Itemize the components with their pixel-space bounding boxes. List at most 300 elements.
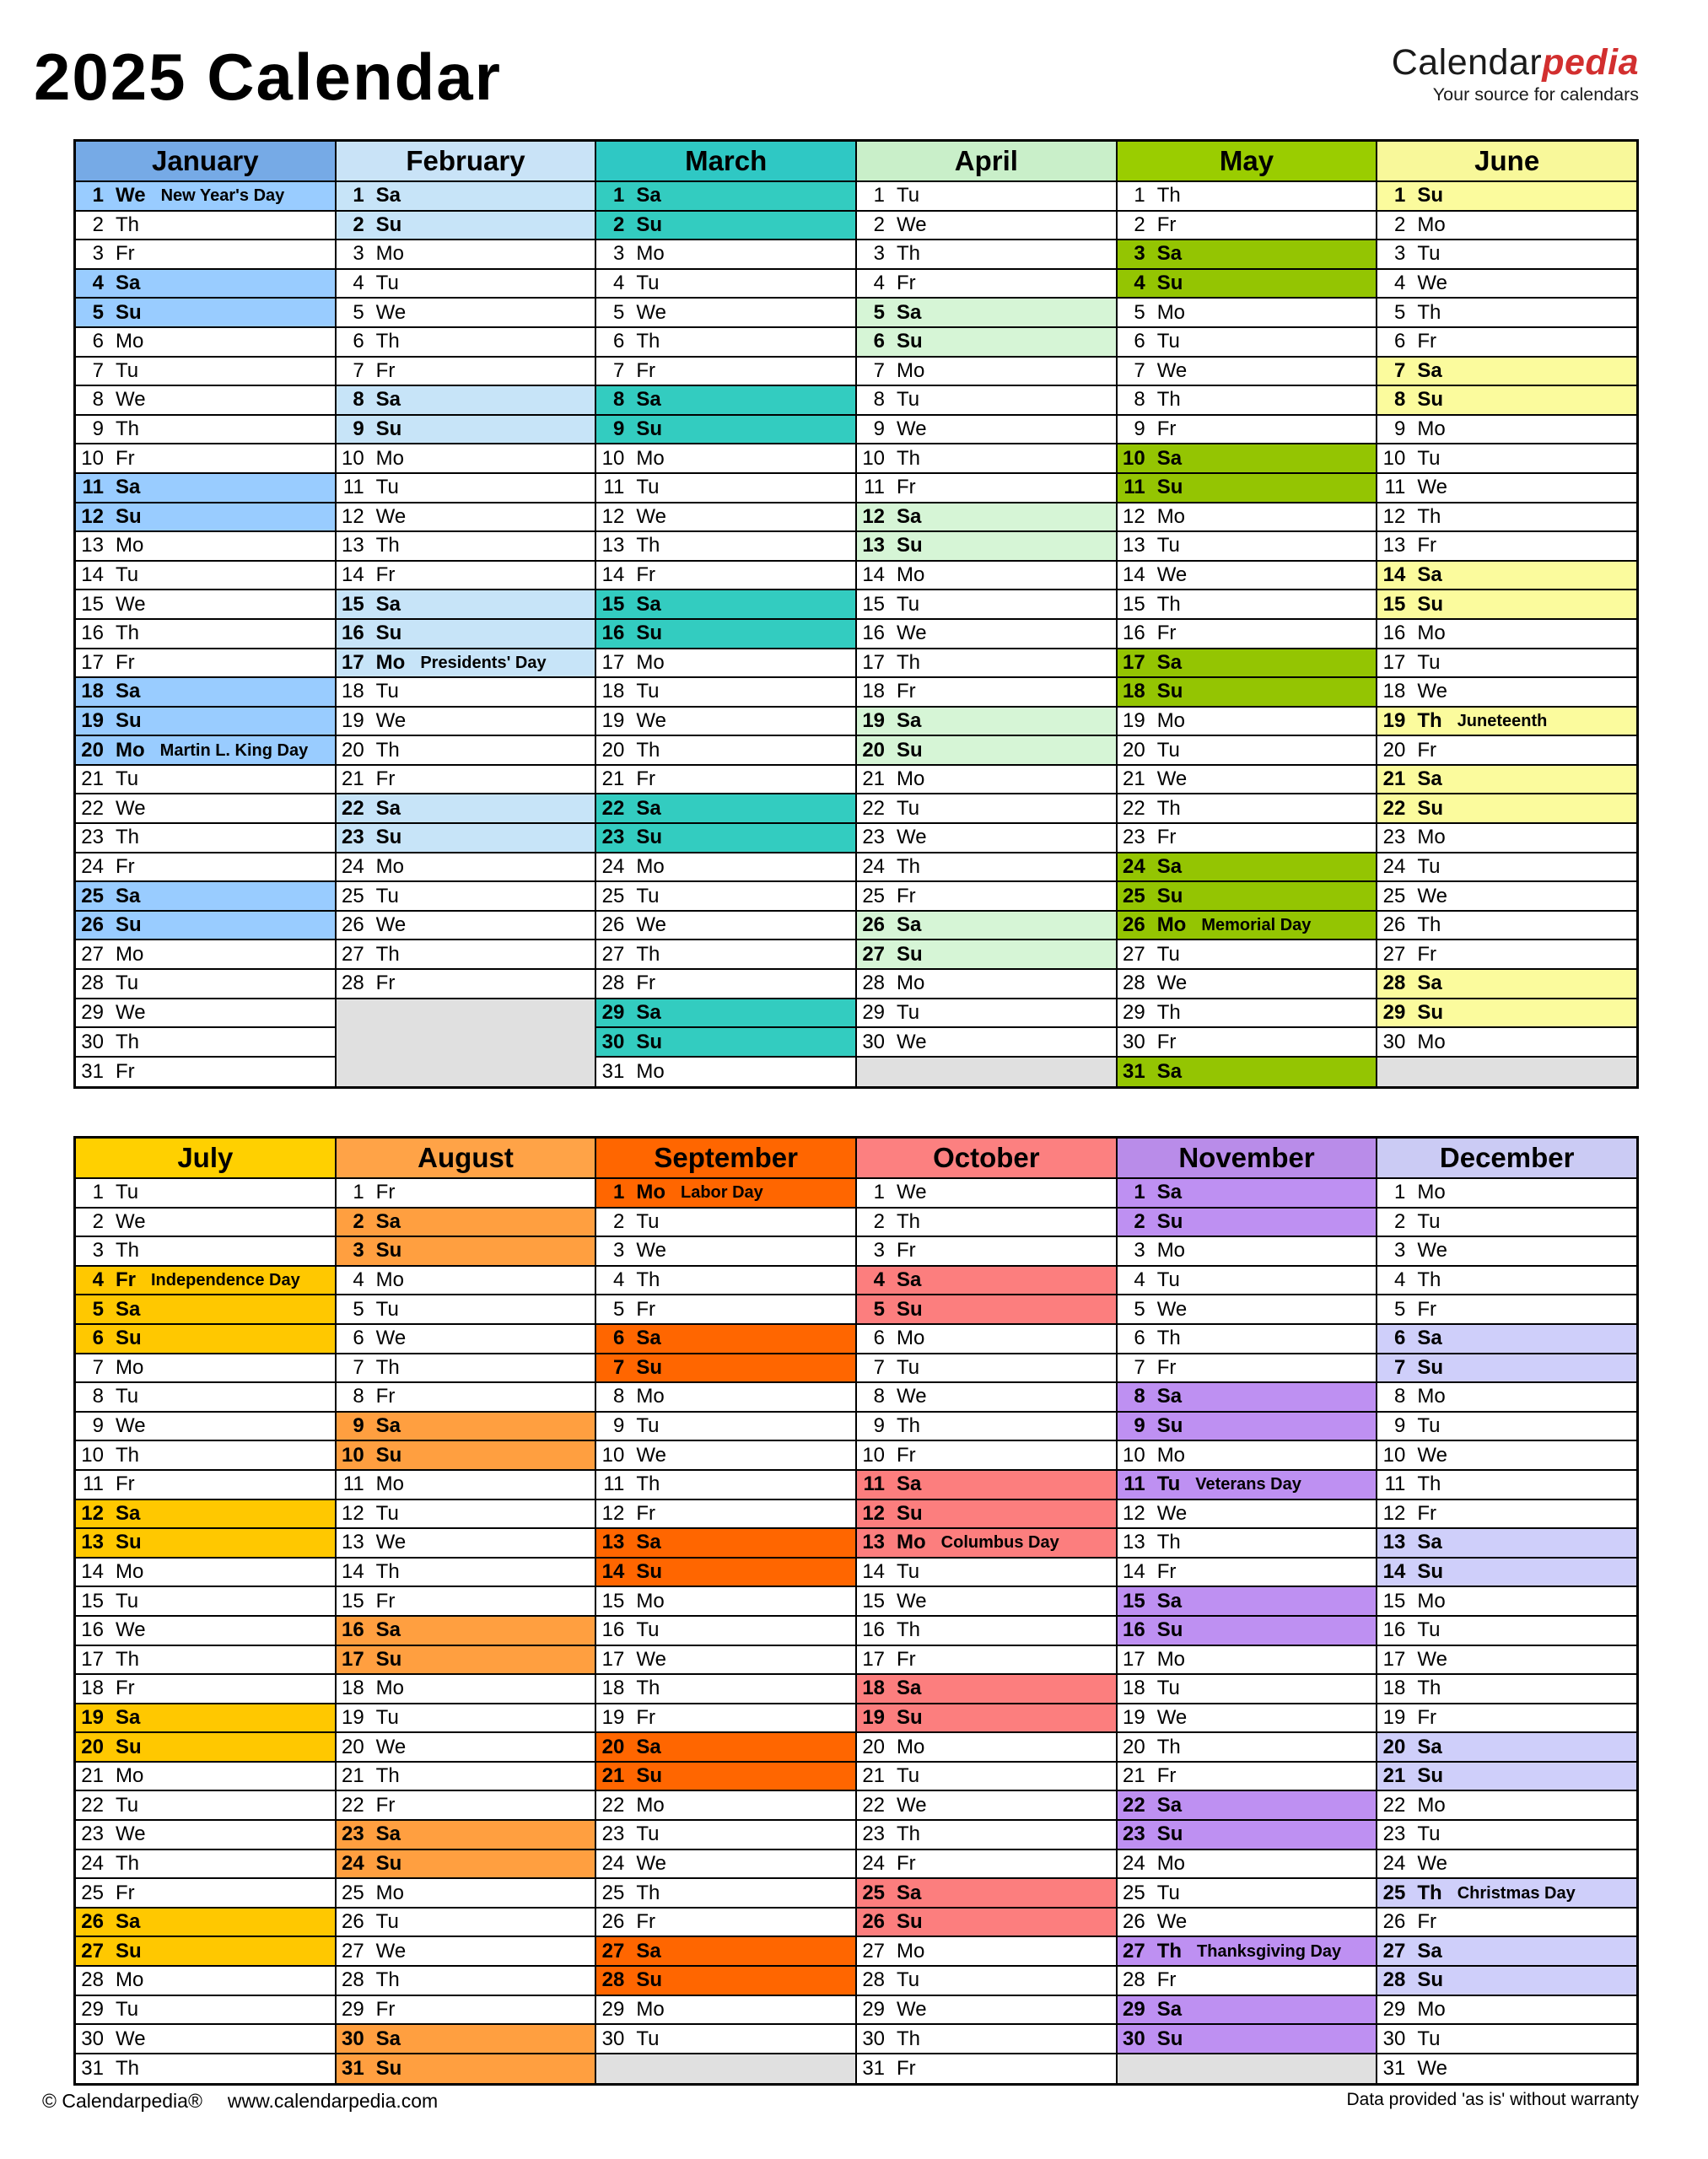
day-cell [337, 1704, 595, 1734]
day-number: 13 [341, 534, 364, 557]
day-number: 16 [1382, 1618, 1406, 1642]
day-weekday: Th [1156, 1327, 1181, 1350]
day-weekday: Su [636, 1355, 663, 1379]
day-number: 17 [862, 650, 886, 674]
day-weekday: Th [1417, 1473, 1441, 1496]
day-weekday: Fr [1156, 1355, 1177, 1379]
day-number: 19 [341, 1705, 364, 1729]
day-cell [1118, 1646, 1377, 1676]
day-weekday: Th [897, 1822, 921, 1846]
day-cell [1118, 1879, 1377, 1909]
day-weekday: Tu [1156, 534, 1180, 557]
day-weekday: Su [897, 1910, 923, 1934]
day-number: 19 [1122, 1705, 1145, 1729]
day-number: 8 [1394, 388, 1406, 412]
day-number: 22 [1122, 796, 1145, 820]
holiday-label: Memorial Day [1201, 916, 1312, 935]
day-weekday: Tu [1156, 1677, 1180, 1700]
day-number: 26 [862, 913, 886, 937]
day-cell [76, 2025, 335, 2054]
day-number: 23 [601, 826, 625, 849]
day-weekday: Sa [116, 476, 141, 499]
day-weekday: Sa [897, 300, 922, 324]
day-weekday: Th [636, 1677, 660, 1700]
day-weekday: Fr [897, 680, 916, 703]
day-number: 30 [1122, 1030, 1145, 1053]
day-cell [1118, 1325, 1377, 1354]
day-cell [1377, 299, 1636, 328]
day-cell [596, 1209, 855, 1238]
day-number: 29 [81, 1997, 104, 2021]
day-weekday: Fr [897, 1851, 916, 1875]
day-number: 27 [862, 942, 886, 966]
day-number: 30 [1382, 1030, 1406, 1053]
day-cell [857, 474, 1116, 503]
day-number: 3 [92, 1239, 104, 1263]
day-number: 9 [1134, 417, 1145, 441]
day-cell [857, 1267, 1116, 1296]
day-weekday: Su [375, 417, 402, 441]
day-number: 11 [1384, 476, 1406, 499]
day-cell [1118, 503, 1377, 533]
day-cell [1377, 1179, 1636, 1209]
day-weekday: Tu [1156, 1473, 1181, 1496]
day-cell [337, 1617, 595, 1646]
day-cell [1377, 1500, 1636, 1530]
day-cell [337, 1850, 595, 1880]
day-cell [857, 1675, 1116, 1704]
day-number: 9 [1394, 417, 1406, 441]
day-weekday: Mo [897, 1531, 926, 1554]
day-number: 19 [1382, 1705, 1406, 1729]
day-weekday: Th [1156, 388, 1181, 412]
day-cell [337, 1587, 595, 1617]
day-number: 3 [1394, 242, 1406, 266]
day-cell [76, 999, 335, 1029]
day-number: 2 [1134, 213, 1145, 236]
day-cell [337, 678, 595, 708]
day-number: 1 [353, 1181, 364, 1204]
day-number: 20 [1122, 738, 1145, 762]
day-number: 28 [1122, 1968, 1145, 1992]
day-cell [337, 444, 595, 474]
holiday-label: Christmas Day [1457, 1883, 1576, 1903]
day-weekday: Th [897, 242, 921, 266]
day-weekday: Sa [636, 592, 661, 616]
day-number: 28 [341, 1968, 364, 1992]
day-cell [857, 970, 1116, 999]
day-number: 7 [1394, 358, 1406, 382]
day-number: 20 [601, 1735, 625, 1758]
day-weekday: Mo [1156, 1239, 1186, 1263]
day-cell [76, 794, 335, 824]
day-cell [596, 212, 855, 241]
day-number: 30 [862, 2027, 886, 2050]
day-weekday: Mo [1417, 826, 1446, 849]
day-cell [857, 444, 1116, 474]
day-number: 20 [1382, 738, 1406, 762]
month-column-september [596, 1139, 857, 2083]
day-cell [1118, 794, 1377, 824]
day-weekday: Mo [636, 446, 665, 470]
day-cell [857, 1237, 1116, 1267]
day-weekday: We [636, 1851, 666, 1875]
day-number: 2 [1394, 1209, 1406, 1233]
logo-wordmark [1392, 44, 1639, 82]
day-weekday: Tu [897, 1355, 920, 1379]
day-cell [1118, 532, 1377, 562]
day-number: 8 [612, 1385, 625, 1408]
day-cell [76, 1879, 335, 1909]
day-weekday: We [636, 300, 666, 324]
day-number: 12 [1122, 504, 1145, 528]
day-cell [1377, 240, 1636, 270]
day-cell [596, 1500, 855, 1530]
day-weekday: Fr [636, 767, 655, 791]
day-cell [596, 1295, 855, 1325]
day-number: 26 [81, 913, 104, 937]
day-number: 2 [353, 1209, 364, 1233]
day-cell [337, 1675, 595, 1704]
day-weekday: Th [897, 1618, 921, 1642]
day-number: 3 [873, 1239, 886, 1263]
day-weekday: We [116, 1000, 146, 1024]
day-cell [596, 1763, 855, 1792]
day-number: 30 [81, 2027, 104, 2050]
day-number: 15 [601, 592, 625, 616]
day-weekday: Su [1156, 884, 1183, 907]
day-cell [1118, 853, 1377, 883]
day-number: 26 [862, 1910, 886, 1934]
day-cell [1377, 620, 1636, 649]
day-number: 16 [601, 622, 625, 645]
day-cell [337, 794, 595, 824]
day-cell [857, 590, 1116, 620]
day-cell [76, 1967, 335, 1996]
day-weekday: Sa [116, 1501, 141, 1525]
day-cell [76, 2054, 335, 2084]
day-cell [76, 1179, 335, 1209]
day-number: 13 [81, 534, 104, 557]
day-cell [857, 1529, 1116, 1559]
day-number: 19 [81, 708, 104, 732]
day-cell [596, 416, 855, 445]
day-number: 8 [1394, 1385, 1406, 1408]
day-cell [596, 1791, 855, 1821]
day-weekday: Mo [897, 1327, 925, 1350]
holiday-label: Veterans Day [1195, 1475, 1301, 1494]
day-weekday: Sa [1417, 358, 1442, 382]
day-cell [1377, 1237, 1636, 1267]
day-cell [1118, 1267, 1377, 1296]
day-weekday: We [897, 622, 927, 645]
day-weekday: Su [636, 213, 663, 236]
day-weekday: Th [375, 1764, 400, 1788]
day-cell [1118, 1937, 1377, 1967]
day-number: 27 [601, 942, 625, 966]
day-weekday: Mo [897, 1735, 925, 1758]
day-weekday: Su [1417, 388, 1444, 412]
day-number: 5 [1394, 300, 1406, 324]
month-header: September [596, 1139, 855, 1179]
day-cell [857, 270, 1116, 299]
day-weekday: Su [1156, 680, 1183, 703]
day-number: 28 [81, 972, 104, 995]
day-cell [1118, 416, 1377, 445]
day-cell [337, 853, 595, 883]
day-number: 4 [1134, 1268, 1145, 1292]
day-cell [1118, 590, 1377, 620]
month-header: August [337, 1139, 595, 1179]
day-weekday: We [897, 1030, 927, 1053]
day-weekday: Tu [116, 972, 139, 995]
day-weekday: Tu [1417, 1414, 1441, 1438]
day-cell [1118, 2025, 1377, 2054]
day-weekday: Fr [116, 1268, 136, 1292]
day-number: 3 [1134, 1239, 1145, 1263]
day-number: 15 [341, 592, 364, 616]
day-number: 18 [1382, 1677, 1406, 1700]
day-cell [76, 1209, 335, 1238]
day-cell [76, 1733, 335, 1763]
day-cell [857, 736, 1116, 766]
day-weekday: Su [897, 330, 923, 353]
day-weekday: Su [897, 1705, 923, 1729]
day-cell [337, 824, 595, 853]
day-weekday: Sa [375, 388, 401, 412]
day-number: 7 [873, 358, 886, 382]
day-number: 11 [342, 1473, 364, 1496]
day-weekday: Su [375, 826, 402, 849]
day-number: 9 [612, 1414, 625, 1438]
day-number: 21 [81, 767, 104, 791]
day-weekday: Th [116, 1030, 140, 1053]
day-number: 10 [862, 1443, 886, 1467]
day-cell [1377, 2025, 1636, 2054]
day-cell [596, 1267, 855, 1296]
day-weekday: Tu [636, 272, 660, 295]
day-cell [1118, 1295, 1377, 1325]
day-weekday: Mo [636, 854, 665, 878]
day-cell [76, 1058, 335, 1087]
day-number: 15 [1382, 1589, 1406, 1613]
day-weekday: Sa [1417, 563, 1442, 587]
day-number: 8 [353, 1385, 364, 1408]
day-number: 18 [1122, 1677, 1145, 1700]
day-number: 2 [612, 213, 625, 236]
day-number: 24 [341, 854, 364, 878]
day-number: 5 [1134, 300, 1145, 324]
day-weekday: Sa [897, 913, 922, 937]
day-number: 18 [862, 1677, 886, 1700]
day-cell [76, 590, 335, 620]
day-cell [1377, 1763, 1636, 1792]
day-number: 7 [1134, 358, 1145, 382]
day-number: 11 [864, 476, 886, 499]
day-weekday: We [1417, 680, 1447, 703]
day-cell [76, 532, 335, 562]
day-number: 3 [873, 242, 886, 266]
day-number: 29 [1382, 1000, 1406, 1024]
day-cell [857, 299, 1116, 328]
day-weekday: Sa [1417, 972, 1442, 995]
day-cell [76, 1383, 335, 1413]
day-weekday: Sa [116, 1297, 141, 1321]
day-cell [337, 736, 595, 766]
day-cell [76, 940, 335, 970]
day-number: 26 [1382, 913, 1406, 937]
month-header: October [857, 1139, 1116, 1179]
day-cell [337, 474, 595, 503]
day-number: 22 [81, 796, 104, 820]
day-number: 31 [81, 2057, 104, 2081]
day-number: 4 [353, 272, 364, 295]
day-number: 29 [81, 1000, 104, 1024]
day-weekday: Tu [375, 272, 399, 295]
day-weekday: Fr [636, 563, 655, 587]
day-weekday: Th [636, 942, 660, 966]
day-cell [857, 649, 1116, 679]
day-weekday: Th [116, 1647, 140, 1671]
day-weekday: Th [1156, 796, 1181, 820]
day-number: 18 [862, 680, 886, 703]
day-weekday: We [116, 1822, 146, 1846]
day-cell [596, 386, 855, 416]
day-weekday: Tu [897, 388, 920, 412]
day-cell [1377, 766, 1636, 795]
day-number: 12 [341, 504, 364, 528]
day-weekday: Fr [636, 1910, 655, 1934]
day-cell [857, 1850, 1116, 1880]
day-cell [1118, 999, 1377, 1029]
day-cell [1118, 940, 1377, 970]
logo [1392, 44, 1639, 105]
day-cell [596, 1441, 855, 1471]
day-cell [76, 649, 335, 679]
day-cell [337, 1821, 595, 1850]
day-cell [76, 1909, 335, 1938]
day-cell [76, 270, 335, 299]
day-weekday: Sa [1156, 242, 1183, 266]
holiday-label: New Year's Day [160, 186, 285, 206]
day-cell [337, 1383, 595, 1413]
day-cell [76, 678, 335, 708]
day-number: 27 [81, 942, 104, 966]
day-weekday: Fr [1417, 1910, 1437, 1934]
day-cell [76, 912, 335, 941]
day-weekday: Th [1417, 913, 1441, 937]
day-weekday: Su [116, 1735, 142, 1758]
day-cell [857, 708, 1116, 737]
day-weekday: Tu [897, 1764, 920, 1788]
day-cell [596, 766, 855, 795]
day-weekday: We [1156, 1705, 1188, 1729]
day-number: 21 [862, 1764, 886, 1788]
day-weekday: Fr [116, 854, 135, 878]
day-weekday: Sa [636, 1735, 661, 1758]
day-weekday: Tu [116, 1385, 139, 1408]
day-number: 22 [862, 796, 886, 820]
day-number: 24 [81, 854, 104, 878]
day-number: 29 [1122, 1000, 1145, 1024]
day-cell [1118, 1028, 1377, 1058]
day-number: 1 [1134, 184, 1145, 207]
day-weekday: Sa [1156, 1385, 1183, 1408]
empty-cell [596, 2054, 855, 2084]
day-weekday: Su [636, 1764, 663, 1788]
day-number: 28 [1382, 1968, 1406, 1992]
day-weekday: Su [1417, 1355, 1444, 1379]
day-cell [1118, 1179, 1377, 1209]
day-weekday: We [1156, 972, 1188, 995]
day-weekday: We [897, 1589, 927, 1613]
day-number: 29 [862, 1000, 886, 1024]
day-weekday: Mo [636, 1385, 665, 1408]
day-number: 6 [353, 1327, 364, 1350]
day-weekday: Tu [116, 767, 139, 791]
day-cell [1377, 1529, 1636, 1559]
day-weekday: Tu [375, 1910, 399, 1934]
day-weekday: Su [897, 534, 923, 557]
day-cell [337, 1909, 595, 1938]
day-number: 6 [92, 330, 104, 353]
day-weekday: Sa [1156, 446, 1183, 470]
day-number: 22 [1382, 796, 1406, 820]
day-cell [1118, 766, 1377, 795]
day-weekday: Su [375, 213, 402, 236]
day-cell [337, 1325, 595, 1354]
day-number: 2 [92, 1209, 104, 1233]
day-weekday: Th [116, 213, 140, 236]
day-weekday: Th [636, 738, 660, 762]
day-number: 1 [1394, 184, 1406, 207]
day-cell [337, 1237, 595, 1267]
day-number: 23 [862, 826, 886, 849]
day-cell [337, 970, 595, 999]
day-cell [596, 912, 855, 941]
day-weekday: Tu [1417, 2027, 1441, 2050]
day-weekday: Tu [116, 1793, 139, 1817]
day-number: 10 [81, 1443, 104, 1467]
month-header: July [76, 1139, 335, 1179]
day-weekday: Tu [636, 1822, 660, 1846]
day-number: 22 [341, 1793, 364, 1817]
day-cell [857, 1587, 1116, 1617]
day-number: 12 [601, 504, 625, 528]
day-weekday: Tu [1156, 738, 1180, 762]
day-number: 12 [601, 1501, 625, 1525]
day-number: 21 [1382, 1764, 1406, 1788]
day-cell [337, 328, 595, 358]
day-weekday: Th [636, 1473, 660, 1496]
day-cell [857, 1937, 1116, 1967]
day-number: 13 [1382, 534, 1406, 557]
day-cell [76, 1441, 335, 1471]
day-cell [76, 1325, 335, 1354]
day-number: 23 [1382, 826, 1406, 849]
holiday-label: Independence Day [151, 1271, 300, 1290]
holiday-label: Columbus Day [940, 1533, 1059, 1553]
day-weekday: Th [116, 826, 140, 849]
day-weekday: Sa [375, 592, 401, 616]
day-cell [337, 358, 595, 387]
day-weekday: Mo [1156, 1647, 1186, 1671]
day-cell [596, 1996, 855, 2026]
day-cell [1118, 708, 1377, 737]
day-number: 23 [601, 1822, 625, 1846]
day-number: 24 [81, 1851, 104, 1875]
day-cell [76, 1587, 335, 1617]
